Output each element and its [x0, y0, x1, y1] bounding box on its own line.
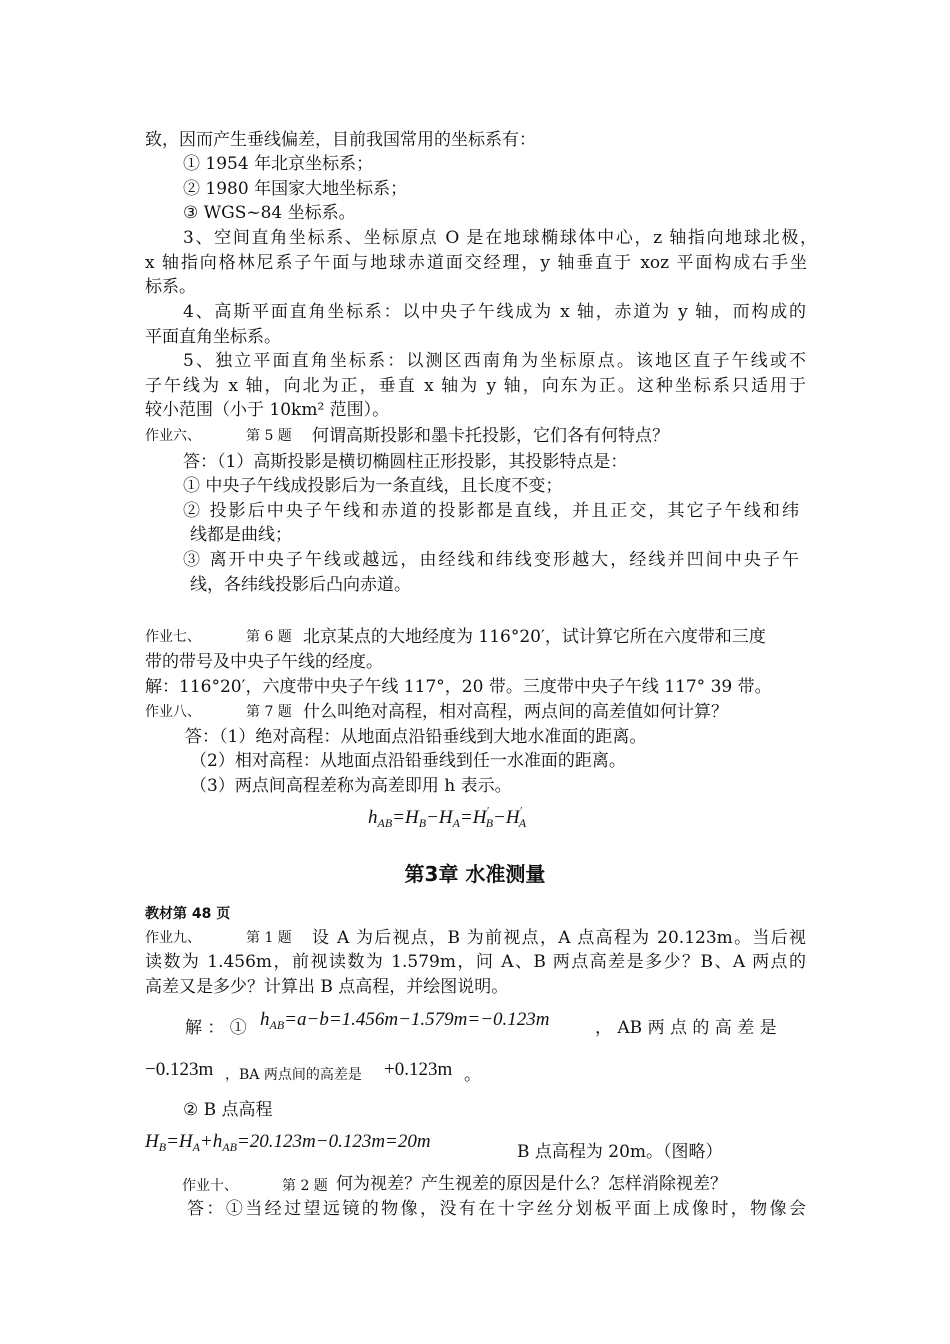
answer-line: 答：①当经过望远镜的物像，没有在十字丝分划板平面上成像时，物像会: [187, 1199, 806, 1219]
question-number: 第 6 题: [246, 629, 292, 645]
text-line: 线，各纬线投影后凸向赤道。: [190, 575, 411, 595]
text-line: 较小范围（小于 10km² 范围）。: [145, 400, 390, 420]
text-line: 平面直角坐标系。: [145, 327, 281, 347]
question-text: 带的带号及中央子午线的经度。: [145, 652, 383, 672]
question-number: 第 5 题: [246, 428, 292, 444]
question-text: 读数为 1.456m，前视读数为 1.579m，问 A、B 两点高差是多少？B、A 两点的: [145, 952, 806, 972]
height-difference-formula: $h_{AB}=H_B-H_A=H'_B-H'_A$: [368, 806, 527, 830]
list-item: ③ 离开中央子午线或越远，由经线和纬线变形越大，经线并凹间中央子午: [183, 550, 799, 570]
homework-label: 作业七、: [145, 629, 201, 645]
text-line: 标系。: [145, 277, 196, 297]
answer-line: 答：（1）绝对高程：从地面点沿铅垂线到大地水准面的距离。: [185, 727, 647, 747]
text-line: 4、高斯平面直角坐标系：以中央子午线成为 x 轴，赤道为 y 轴，而构成的: [183, 302, 806, 322]
positive-difference-value: +0.123m: [384, 1059, 453, 1080]
text-line: 线都是曲线；: [190, 525, 292, 545]
answer-line: 解：116°20′，六度带中央子午线 117°，20 带。三度带中央子午线 117° 39 带。: [145, 677, 772, 697]
question-number: 第 7 题: [246, 704, 292, 720]
homework-label: 作业六、: [145, 428, 201, 444]
answer-line: （3）两点间高程差称为高差即用 h 表示。: [190, 776, 512, 796]
list-item: ① 1954 年北京坐标系；: [183, 154, 374, 174]
negative-difference-value: −0.123m: [145, 1059, 214, 1080]
text-line: 5、独立平面直角坐标系：以测区西南角为坐标原点。该地区直子午线或不: [183, 351, 806, 371]
answer-text: ， AB 两 点 的 高 差 是: [595, 1018, 777, 1038]
homework-label: 作业九、: [145, 930, 201, 946]
question-text: 设 A 为后视点，B 为前视点，A 点高程为 20.123m。当后视: [312, 928, 806, 948]
list-item: ③ WGS~84 坐标系。: [183, 203, 356, 223]
text-line: 子午线为 x 轴，向北为正，垂直 x 轴为 y 轴，向东为正。这种坐标系只适用于: [145, 376, 806, 396]
answer-text: ，BA 两点间的高差是: [225, 1067, 362, 1083]
textbook-page-label: 教材第 48 页: [145, 906, 231, 922]
question-text: 什么叫绝对高程，相对高程，两点间的高差值如何计算？: [303, 702, 728, 722]
list-item: ② 1980 年国家大地坐标系；: [183, 179, 408, 199]
list-item: ① 中央子午线成投影后为一条直线，且长度不变；: [183, 476, 563, 496]
answer-text: 。: [464, 1065, 481, 1085]
homework-label: 作业八、: [145, 704, 201, 720]
answer-prefix: 解 ： ①: [185, 1018, 247, 1038]
list-item: ② 投影后中央子午线和赤道的投影都是直线，并且正交，其它子午线和纬: [183, 501, 799, 521]
question-text: 何谓高斯投影和墨卡托投影，它们各有何特点？: [312, 426, 669, 446]
question-text: 何为视差？产生视差的原因是什么？怎样消除视差？: [336, 1174, 727, 1194]
question-text: 高差又是多少？计算出 B 点高程，并绘图说明。: [145, 977, 509, 997]
text-line: 致，因而产生垂线偏差，目前我国常用的坐标系有：: [145, 130, 536, 150]
text-line: 3、空间直角坐标系、坐标原点 O 是在地球椭球体中心，z 轴指向地球北极，: [183, 228, 817, 248]
text-line: x 轴指向格林尼系子午面与地球赤道面交经理，y 轴垂直于 xoz 平面构成右手坐: [145, 253, 807, 273]
answer-text: B 点高程为 20m。（图略）: [517, 1142, 723, 1162]
homework-label: 作业十、: [182, 1178, 238, 1194]
chapter-title: 第3章 水准测量: [404, 862, 546, 886]
question-number: 第 1 题: [246, 930, 292, 946]
answer-line: 答：（1）高斯投影是横切椭圆柱正形投影，其投影特点是：: [183, 452, 628, 472]
list-item: ② B 点高程: [183, 1100, 273, 1120]
answer-line: （2）相对高程：从地面点沿铅垂线到任一水准面的距离。: [190, 751, 626, 771]
height-difference-equation: $h_{AB}=a-b=1.456m-1.579m=-0.123m$: [260, 1009, 550, 1032]
b-elevation-equation: $H_B=H_A+h_{AB}=20.123m-0.123m=20m$: [145, 1131, 431, 1154]
question-text: 北京某点的大地经度为 116°20′，试计算它所在六度带和三度: [303, 627, 766, 647]
question-number: 第 2 题: [282, 1178, 328, 1194]
